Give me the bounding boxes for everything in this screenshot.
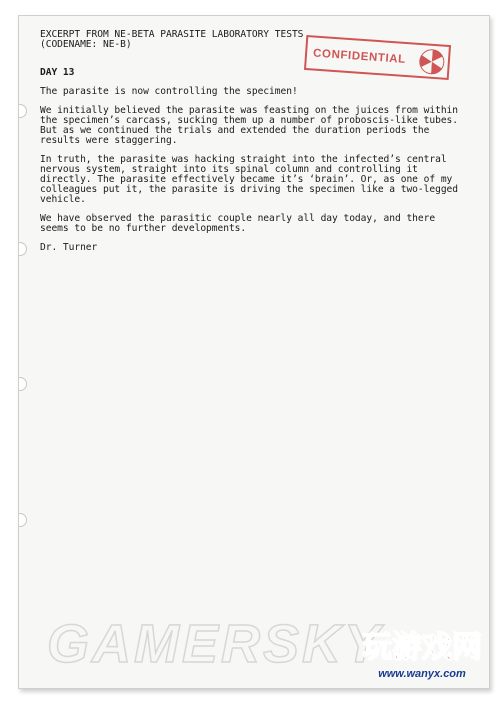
signature: Dr. Turner: [40, 242, 98, 253]
punch-hole: [18, 242, 27, 256]
punch-hole: [18, 104, 27, 118]
punch-hole: [18, 377, 27, 391]
gamersky-watermark: GAMERSKY: [47, 614, 384, 674]
site-logo-url: www.wanyx.com: [378, 668, 466, 680]
paragraph: The parasite is now controlling the specimen!: [40, 86, 298, 97]
umbrella-logo-icon: [417, 46, 447, 76]
stamp-text: CONFIDENTIAL: [312, 47, 407, 66]
header-line: (CODENAME: NE-B): [40, 39, 132, 50]
punch-hole: [18, 513, 27, 527]
site-logo: [352, 622, 492, 692]
header-line: EXCERPT FROM NE-BETA PARASITE LABORATORY TESTS: [40, 29, 304, 40]
paragraph: We have observed the parasitic couple nearly all day today, and there seems to be no further developments.: [40, 213, 436, 234]
paragraph: We initially believed the parasite was feasting on the juices from within the specimen’s carcass, sucking them up a number of proboscis-like tubes. But as we continued the trials and extended the duration periods the results were staggering.: [40, 105, 458, 146]
day-heading: DAY 13: [40, 67, 75, 78]
document-page: [18, 15, 490, 689]
paragraph: In truth, the parasite was hacking straight into the infected’s central nervous system, straight into its spinal column and controlling it directly. The parasite effectively became it’s ‘brain’. Or, as one of my colleagues put it, the parasite is driving the specimen like a two-legged vehicle.: [40, 154, 458, 205]
site-logo-text: 玩游戏网: [362, 630, 482, 665]
